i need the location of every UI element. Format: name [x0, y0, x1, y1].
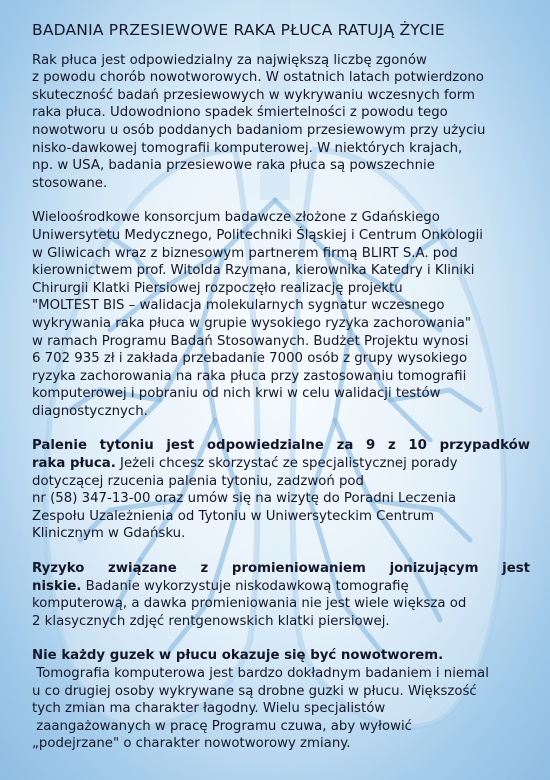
text-line: zaangażowanych w pracę Programu czuwa, aby wyłowić [32, 718, 412, 734]
text-line: nowotworu u osób poddanych badaniom przesiewowym przy użyciu [32, 122, 486, 138]
text-line: Klinicznym w Gdańsku. [32, 526, 186, 542]
text-line: nisko-dawkowej tomografii komputerowej. W niektórych krajach, [32, 140, 463, 156]
text-line: Tomografia komputerowa jest bardzo dokładnym badaniem i niemal [32, 666, 489, 681]
text-run: Jeżeli chcesz skorzystać ze specjalistycznej porady [115, 456, 458, 472]
text-line: Chirurgii Klatki Piersiowej rozpoczęło realizację projektu [32, 280, 403, 296]
text-line: 6 702 935 zł i zakłada przebadanie 7000 osób z grupy wysokiego [32, 351, 468, 367]
text-line: Wieloośrodkowe konsorcjum badawcze złożone z Gdańskiego [32, 210, 440, 226]
text-line: Uniwersytetu Medycznego, Politechniki Śląskiej i Centrum Onkologii [32, 227, 483, 243]
text-line: dotyczącej rzucenia palenia tytoniu, zadzwoń pod [32, 473, 364, 489]
text-line: komputerowej i pobraniu od nich krwi w celu walidacji testów [32, 386, 441, 402]
paragraph-consortium [32, 209, 530, 420]
text-line: wykrywania raka płuca w grupie wysokiego ryzyka zachorowania" [32, 315, 471, 331]
text-line: z powodu chorób nowotworowych. W ostatnich latach potwierdzono [32, 70, 484, 86]
text-line: w Gliwicach wraz z biznesowym partnerem firmą BLIRT S.A. pod [32, 245, 458, 261]
bold-lead: niskie. [32, 578, 82, 594]
text-line [32, 560, 530, 578]
text-line: skuteczność badań przesiewowych w wykrywaniu wczesnych form [32, 87, 475, 103]
bold-lead: Ryzyko związane z promieniowaniem jonizującym jest [32, 561, 530, 577]
text-line: diagnostycznych. [32, 403, 148, 419]
text-line [32, 437, 530, 455]
text-line: nr (58) 347-13-00 oraz umów się na wizytę do Poradni Leczenia [32, 491, 457, 507]
bold-lead: raka płuca. [32, 456, 116, 472]
paragraph-smoking [32, 437, 530, 543]
paragraph-radiation [32, 560, 530, 630]
text-line: Rak płuca jest odpowiedzialny za największą liczbę zgonów [32, 52, 427, 68]
text-line: kierownictwem prof. Witolda Rzymana, kierownika Katedry i Kliniki [32, 263, 475, 279]
text-line: "MOLTEST BIS – walidacja molekularnych sygnatur wczesnego [32, 298, 445, 314]
bold-lead: Nie każdy guzek w płucu okazuje się być nowotworem. [32, 648, 444, 664]
text-line [32, 647, 530, 665]
paragraph-intro [32, 52, 530, 193]
text-line: tych zmian ma charakter łagodny. Wielu specjalistów [32, 701, 386, 717]
document-body [32, 22, 530, 753]
paragraph-nodules [32, 647, 530, 753]
text-line: w ramach Programu Badań Stosowanych. Budżet Projektu wynosi [32, 333, 469, 349]
bold-lead: Palenie tytoniu jest odpowiedzialne za 9 z 10 przypadków [32, 438, 530, 454]
text-line: np. w USA, badania przesiewowe raka płuca są powszechnie [32, 158, 435, 174]
text-line: Zespołu Uzależnienia od Tytoniu w Uniwersyteckim Centrum [32, 508, 435, 524]
text-line: raka płuca. Udowodniono spadek śmiertelności z powodu tego [32, 105, 448, 121]
text-line: ryzyka zachorowania na raka płuca przy zastosowaniu tomografii [32, 368, 467, 384]
text-line: u co drugiej osoby wykrywane są drobne guzki w płucu. Większość [32, 683, 477, 699]
text-line: 2 klasycznych zdjęć rentgenowskich klatki piersiowej. [32, 613, 390, 629]
page-title: BADANIA PRZESIEWOWE RAKA PŁUCA RATUJĄ ŻYCIE [32, 21, 445, 39]
text-line: komputerową, a dawka promieniowania nie jest wiele większa od [32, 596, 467, 612]
text-line [32, 455, 530, 473]
text-line: „podejrzane" o charakter nowotworowy zmiany. [32, 736, 351, 752]
text-line [32, 578, 530, 596]
text-line: stosowane. [32, 175, 108, 191]
text-run: Badanie wykorzystuje niskodawkową tomografię [81, 578, 409, 594]
